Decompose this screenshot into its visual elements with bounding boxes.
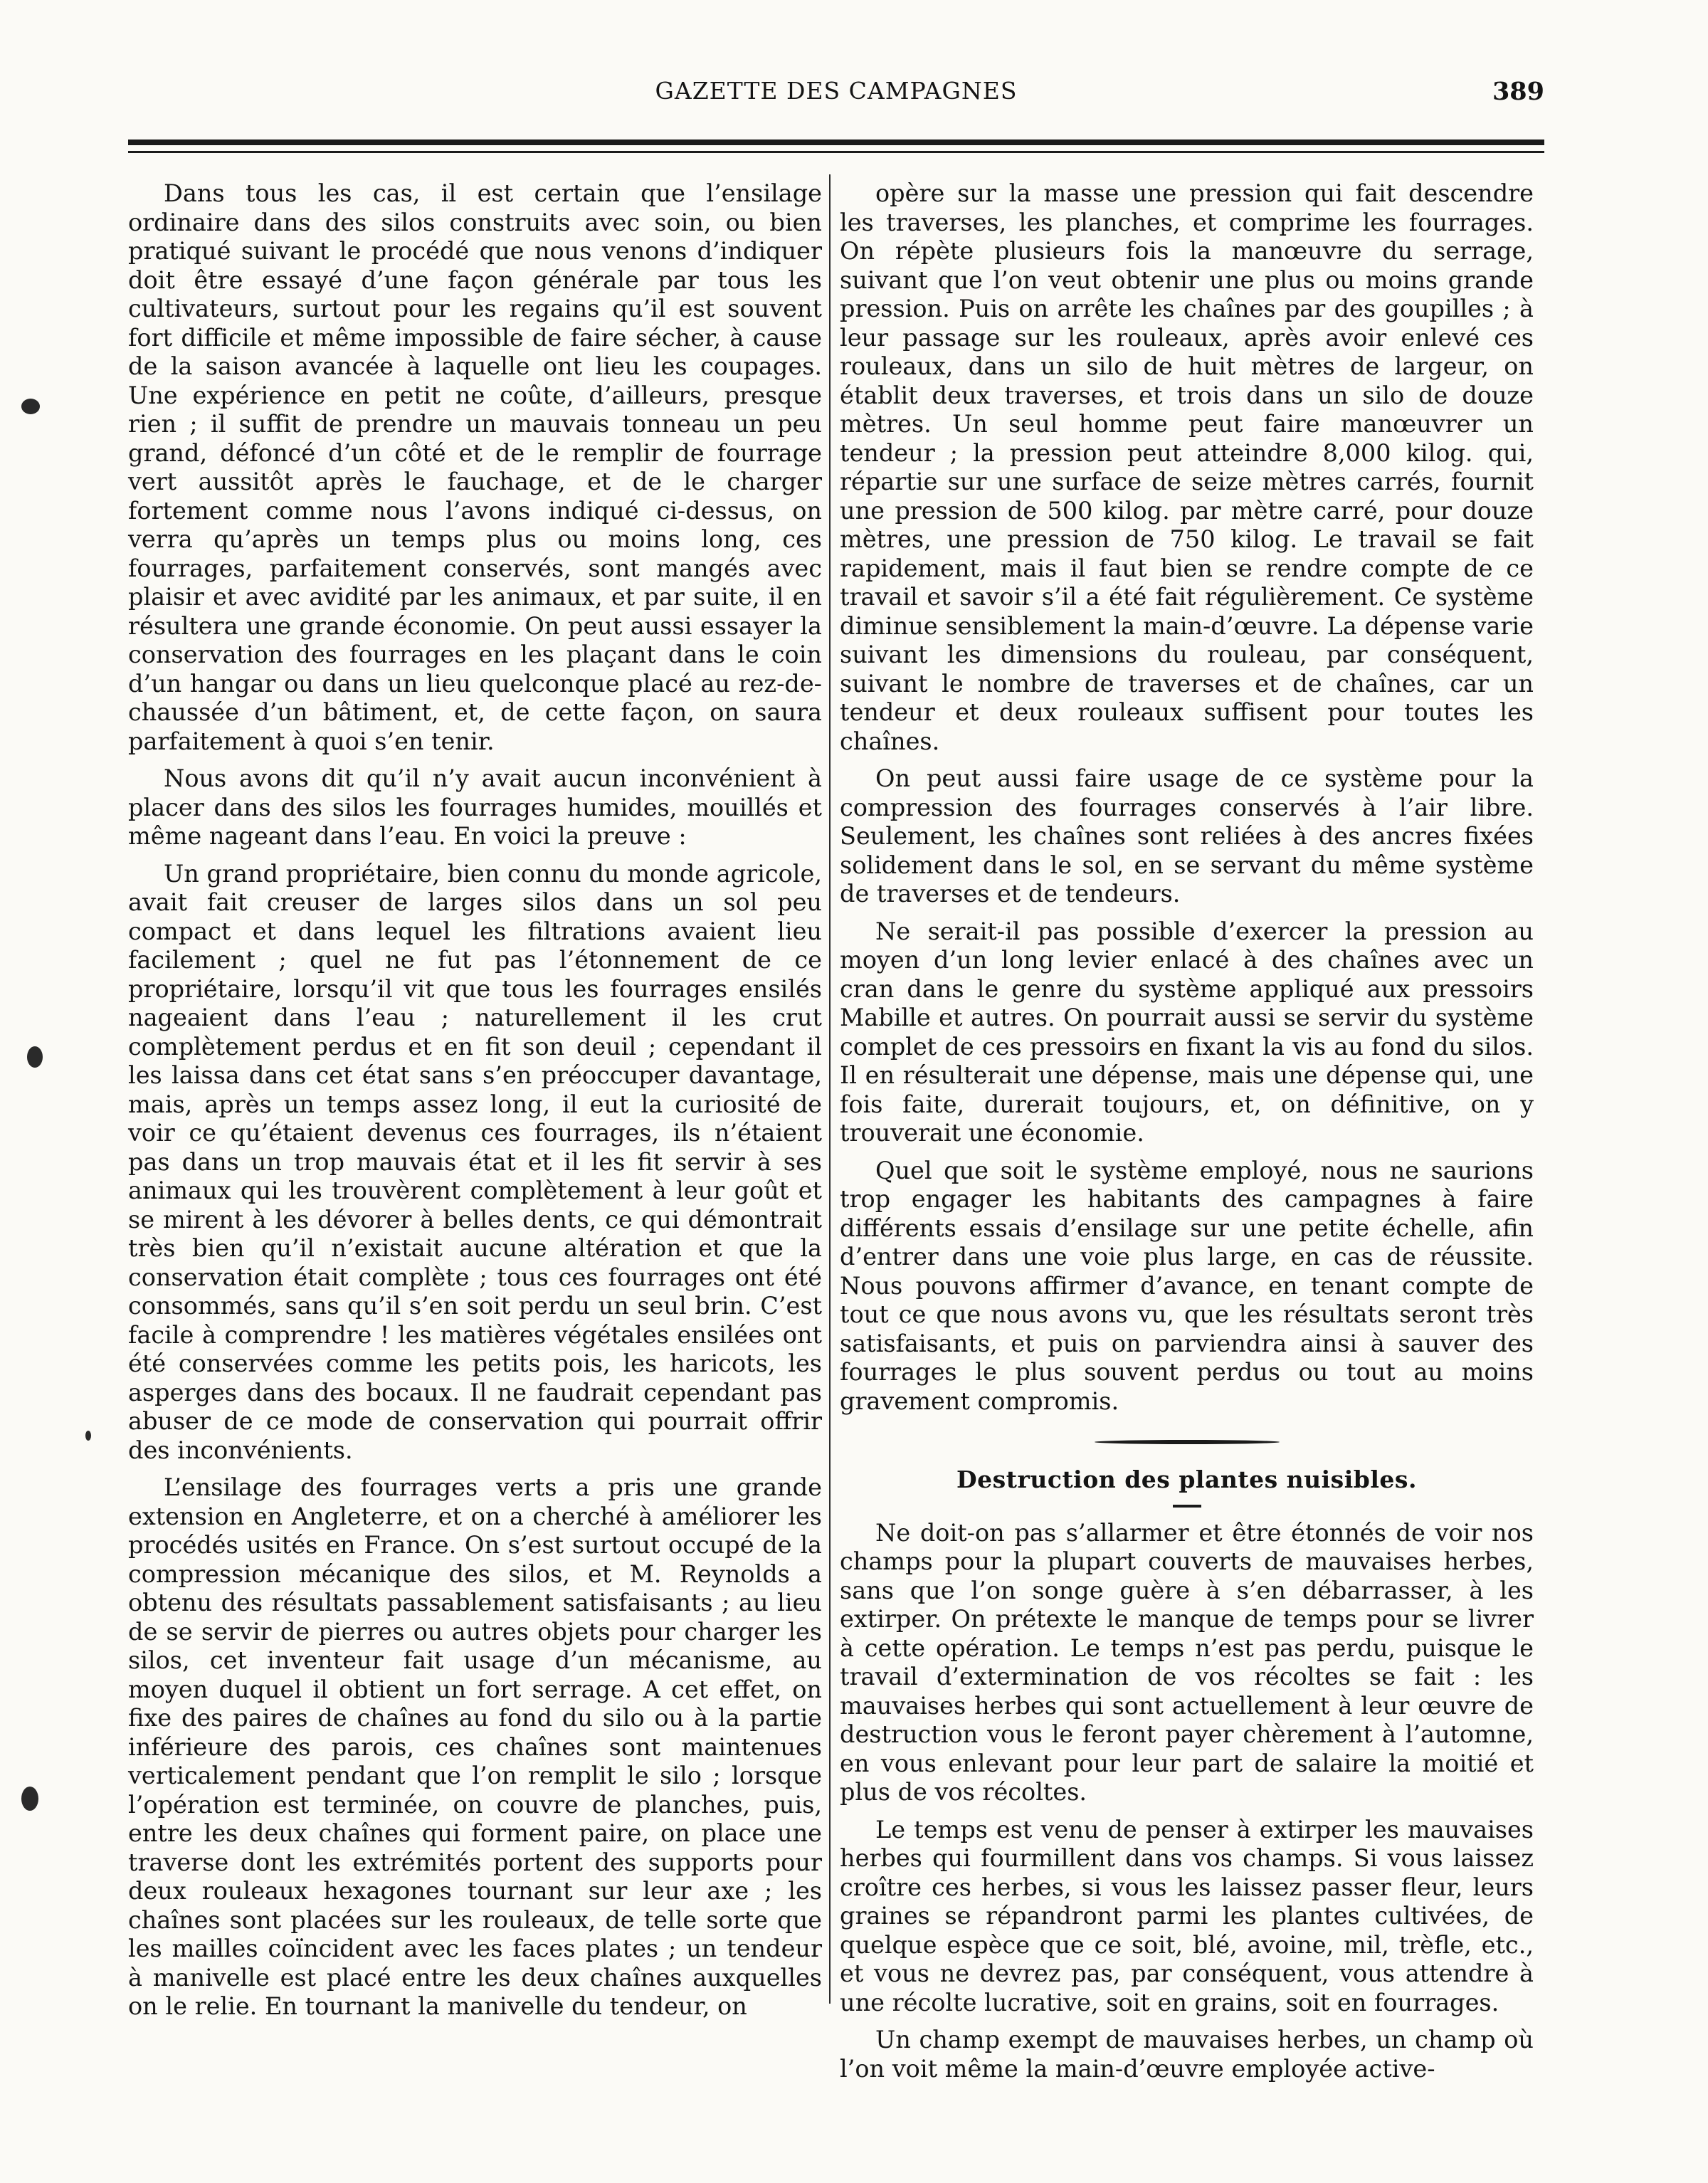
section-heading: Destruction des plantes nuisibles. — [956, 1466, 1417, 1493]
paragraph: On peut aussi faire usage de ce système pour la compression des fourrages conservés à l’air libre. Seulement, les chaînes sont reliées à des ancres fixées solidement dans le sol, en se servant du même système de traverses et de tendeurs. — [840, 764, 1534, 908]
scan-speck — [21, 1787, 38, 1811]
header-rule-thin — [128, 151, 1544, 153]
section-separator — [840, 1424, 1534, 1466]
page-header — [128, 77, 1544, 120]
column-divider — [829, 174, 831, 2004]
paragraph: Nous avons dit qu’il n’y avait aucun inconvénient à placer dans des silos les fourrages humides, mouillés et même nageant dans l’eau. En voici la preuve : — [128, 764, 822, 850]
scan-speck — [85, 1431, 91, 1441]
paragraph: Ne doit-on pas s’allarmer et être étonnés de voir nos champs pour la plupart couverts de mauvaises herbes, sans que l’on songe guère à s’en débarrasser, à les extirper. On prétexte le manque de temps pour se livrer à cette opération. Le temps n’est pas perdu, puisque le travail d’extermination de vos récoltes se fait : les mauvaises herbes qui sont actuellement à leur œuvre de destruction vous le feront payer chèrement à l’automne, en vous enlevant pour leur part de salaire la moitié et plus de vos récoltes. — [840, 1518, 1534, 1806]
heading-dash — [1173, 1505, 1201, 1508]
running-title: GAZETTE DES CAMPAGNES — [655, 77, 1018, 105]
paragraph: Le temps est venu de penser à extirper les mauvaises herbes qui fourmillent dans vos champs. Si vous laissez croître ces herbes, si vous les laissez passer fleur, leurs graines se répandront parmi les plantes cultivées, de quelque espèce que ce soit, blé, avoine, mil, trèfle, etc., et vous ne devrez pas, par conséquent, vous attendre à une récolte lucrative, soit en grains, soit en fourrages. — [840, 1815, 1534, 2016]
scan-speck — [27, 1046, 43, 1068]
paragraph: Dans tous les cas, il est certain que l’ensilage ordinaire dans des silos construits avec soin, ou bien pratiqué suivant le procédé que nous venons d’indiquer doit être essayé d’une façon générale par tous les cultivateurs, surtout pour les regains qu’il est souvent fort difficile et même impossible de faire sécher, à cause de la saison avancée à laquelle ont lieu les coupages. Une expérience en petit ne coûte, d’ailleurs, presque rien ; il suffit de prendre un mauvais tonneau un peu grand, défoncé d’un côté et de le remplir de fourrage vert aussitôt après le fauchage, et de le charger fortement comme nous l’avons indiqué ci-dessus, on verra qu’après un temps plus ou moins long, ces fourrages, parfaitement conservés, sont mangés avec plaisir et avec avidité par les animaux, et par suite, il en résultera une grande économie. On peut aussi essayer la conservation des fourrages en les plaçant dans le coin d’un hangar ou dans un lieu quelconque placé au rez-de-chaussée d’un bâtiment, et, de cette façon, on saura parfaitement à quoi s’en tenir. — [128, 179, 822, 755]
paragraph: Ne serait-il pas possible d’exercer la pression au moyen d’un long levier enlacé à des chaînes avec un cran dans le genre du système appliqué aux pressoirs Mabille et autres. On pourrait aussi se servir du système complet de ces pressoirs en fixant la vis au fond du silos. Il en résulterait une dépense, mais une dépense qui, une fois faite, durerait toujours, et, on définitive, on y trouverait une économie. — [840, 917, 1534, 1147]
paragraph: opère sur la masse une pression qui fait descendre les traverses, les planches, et comprime les fourrages. On répète plusieurs fois la manœuvre du serrage, suivant que l’on veut obtenir une plus ou moins grande pression. Puis on arrête les chaînes par des goupilles ; à leur passage sur les rouleaux, après avoir enlevé ces rouleaux, dans un silo de huit mètres de largeur, on établit deux traverses, et trois dans un silo de douze mètres. Un seul homme peut faire manœuvrer un tendeur ; la pression peut atteindre 8,000 kilog. qui, répartie sur une surface de seize mètres carrés, fournit une pression de 500 kilog. par mètre carré, pour douze mètres, une pression de 750 kilog. Le travail se fait rapidement, mais il faut bien se rendre compte de ce travail et savoir s’il a été fait régulièrement. Ce système diminue sensiblement la main-d’œuvre. La dépense varie suivant les dimensions du rouleau, par conséquent, suivant le nombre de traverses et de chaînes, car un tendeur et deux rouleaux suffisent pour toutes les chaînes. — [840, 179, 1534, 755]
paragraph: Un champ exempt de mauvaises herbes, un champ où l’on voit même la main-d’œuvre employée active- — [840, 2026, 1534, 2083]
left-column — [128, 179, 822, 2030]
page-number: 389 — [1492, 77, 1544, 106]
paragraph: Quel que soit le système employé, nous ne saurions trop engager les habitants des campagnes à faire différents essais d’ensilage sur une petite échelle, afin d’entrer dans une voie plus large, en cas de réussite. Nous pouvons affirmer d’avance, en tenant compte de tout ce que nous avons vu, que les résultats seront très satisfaisants, et puis on parviendra ainsi à sauver des fourrages le plus souvent perdus ou tout au moins gravement compromis. — [840, 1156, 1534, 1415]
scan-speck — [21, 399, 40, 414]
header-rule-thick — [128, 140, 1544, 145]
paragraph: Un grand propriétaire, bien connu du monde agricole, avait fait creuser de larges silos dans un sol peu compact et dans lequel les filtrations avaient lieu facilement ; quel ne fut pas l’étonnement de ce propriétaire, lorsqu’il vit que tous les fourrages ensilés nageaient dans l’eau ; naturellement il les crut complètement perdus et en fit son deuil ; cependant il les laissa dans cet état sans s’en préoccuper davantage, mais, après un temps assez long, il eut la curiosité de voir ce qu’étaient devenus ces fourrages, ils n’étaient pas dans un trop mauvais état et il les fit servir à ses animaux qui les trouvèrent complètement à leur goût et se mirent à les dévorer à belles dents, ce qui démontrait très bien qu’il n’existait aucune altération et que la conservation était complète ; tous ces fourrages ont été consommés, sans qu’il s’en soit perdu un seul brin. C’est facile à comprendre ! les matières végétales ensilées ont été conservées comme les petits pois, les haricots, les asperges dans des bocaux. Il ne faudrait cependant pas abuser de ce mode de conservation qui pourrait offrir des inconvénients. — [128, 859, 822, 1464]
separator-ornament — [1095, 1440, 1280, 1444]
right-column — [840, 179, 1534, 2092]
paragraph: L’ensilage des fourrages verts a pris une grande extension en Angleterre, et on a cherché à améliorer les procédés usités en France. On s’est surtout occupé de la compression mécanique des silos, et M. Reynolds a obtenu des résultats passablement satisfaisants ; au lieu de se servir de pierres ou autres objets pour charger les silos, cet inventeur fait usage d’un mécanisme, au moyen duquel il obtient un fort serrage. A cet effet, on fixe des paires de chaînes au fond du silo ou à la partie inférieure des parois, ces chaînes sont maintenues verticalement pendant que l’on remplit le silo ; lorsque l’opération est terminée, on couvre de planches, puis, entre les deux chaînes qui forment paire, on place une traverse dont les extrémités portent des supports pour deux rouleaux hexagones tournant sur leur axe ; les chaînes sont placées sur les rouleaux, de telle sorte que les mailles coïncident avec les faces plates ; un tendeur à manivelle est placé entre les deux chaînes auxquelles on le relie. En tournant la manivelle du tendeur, on — [128, 1473, 822, 2020]
